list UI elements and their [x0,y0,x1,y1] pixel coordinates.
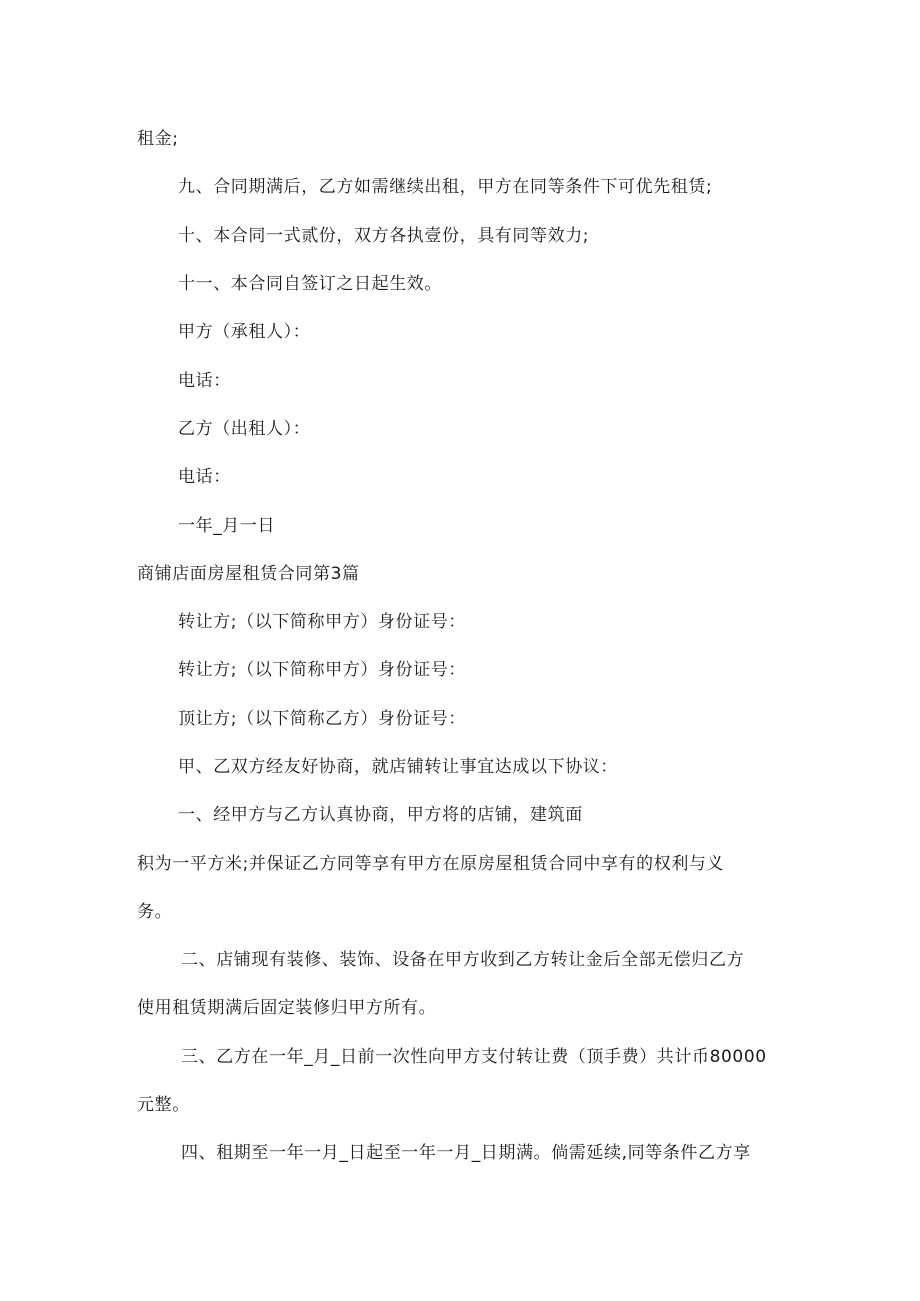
clause-three: 三、乙方在一年_月_日前一次性向甲方支付转让费（顶手费）共计币80000 [181,1047,767,1067]
clause-three-continued: 元整。 [137,1095,190,1115]
transferor-line: 转让方;（以下简称甲方）身份证号： [178,612,466,632]
text-line: 租金; [137,129,179,149]
clause-eleven: 十一、本合同自签订之日起生效。 [178,274,442,294]
date-line: 一年_月一日 [178,516,276,536]
transferor-line: 转让方;（以下简称甲方）身份证号： [178,660,466,680]
clause-one-continued: 积为一平方米;并保证乙方同等享有甲方在原房屋租赁合同中享有的权利与义 [137,854,725,874]
party-b-label: 乙方（出租人）： [178,419,311,439]
clause-one-end: 务。 [137,902,173,922]
party-a-label: 甲方（承租人）： [178,322,311,342]
clause-four: 四、租期至一年一月_日起至一年一月_日期满。倘需延续,同等条件乙方享 [181,1143,751,1163]
clause-two: 二、店铺现有装修、装饰、设备在甲方收到乙方转让金后全部无偿归乙方 [181,950,745,970]
party-a-phone-label: 电话： [178,371,231,391]
clause-two-continued: 使用租赁期满后固定装修归甲方所有。 [137,998,437,1018]
section-title: 商铺店面房屋租赁合同第3篇 [137,564,360,584]
transferee-line: 顶让方;（以下简称乙方）身份证号： [178,709,466,729]
clause-nine: 九、合同期满后，乙方如需继续出租，甲方在同等条件下可优先租赁; [178,177,713,197]
clause-ten: 十、本合同一式贰份，双方各执壹份，具有同等效力; [178,226,590,246]
agreement-intro: 甲、乙双方经友好协商，就店铺转让事宜达成以下协议： [178,757,618,777]
party-b-phone-label: 电话： [178,467,231,487]
clause-one: 一、经甲方与乙方认真协商，甲方将的店铺，建筑面 [178,805,583,825]
